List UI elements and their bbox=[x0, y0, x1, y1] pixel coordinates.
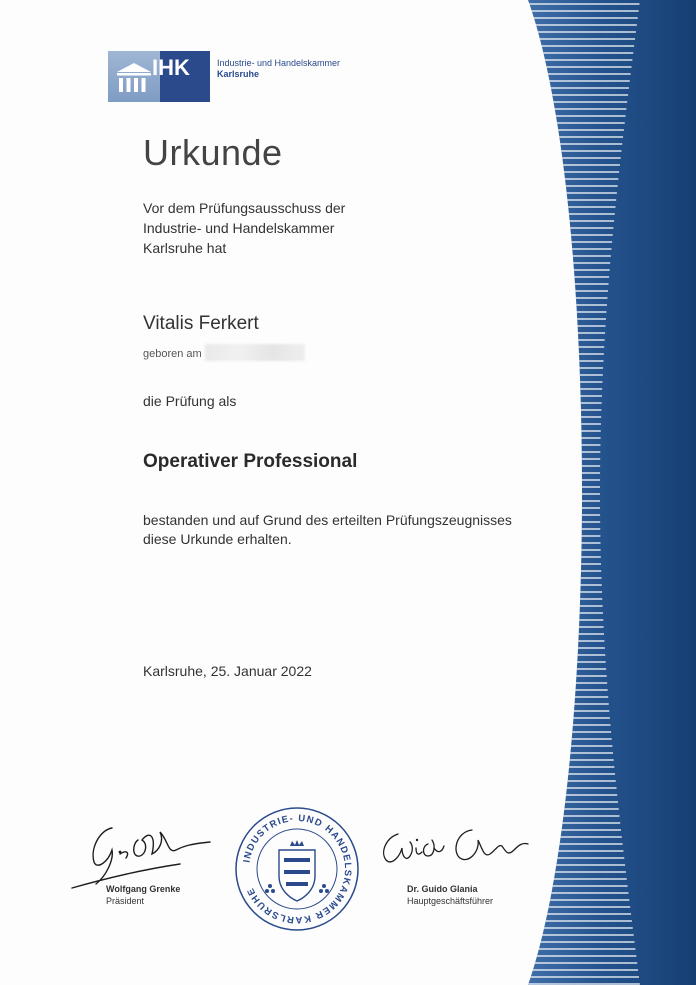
intro-line-3: Karlsruhe hat bbox=[143, 240, 227, 256]
logo-line-1: Industrie- und Handelskammer bbox=[217, 58, 341, 68]
intro-line-2: Industrie- und Handelskammer bbox=[143, 220, 335, 236]
passed-text bbox=[143, 511, 512, 549]
intro-text bbox=[143, 198, 345, 258]
logo-abbr: IHK bbox=[152, 55, 190, 80]
birth-date-label: geboren am bbox=[143, 348, 202, 360]
managing-director-signature bbox=[372, 818, 542, 878]
qualification-title: Operativer Professional bbox=[143, 451, 358, 472]
redacted-birth-date bbox=[205, 344, 305, 361]
logo-line-2: Karlsruhe bbox=[217, 69, 260, 79]
ihk-seal bbox=[234, 806, 360, 932]
passed-line-2: diese Urkunde erhalten. bbox=[143, 531, 292, 547]
certificate-title: Urkunde bbox=[143, 132, 283, 173]
recipient-name: Vitalis Ferkert bbox=[143, 313, 259, 334]
passed-line-1: bestanden und auf Grund des erteilten Prüfungszeugnisses bbox=[143, 512, 512, 528]
coat-of-arms-icon bbox=[265, 840, 329, 901]
exam-as-text: die Prüfung als bbox=[143, 393, 237, 409]
managing-director-block bbox=[407, 883, 493, 907]
president-block bbox=[106, 883, 180, 907]
place-and-date: Karlsruhe, 25. Januar 2022 bbox=[143, 663, 312, 679]
logo-text bbox=[217, 58, 340, 80]
president-role: Präsident bbox=[106, 896, 145, 906]
president-signature bbox=[60, 810, 230, 890]
intro-line-1: Vor dem Prüfungsausschuss der bbox=[143, 200, 346, 216]
managing-director-name: Dr. Guido Glania bbox=[407, 884, 478, 894]
managing-director-role: Hauptgeschäftsführer bbox=[407, 896, 494, 906]
seal-text: INDUSTRIE- UND HANDELSKAMMER KARLSRUHE bbox=[241, 812, 354, 926]
president-name: Wolfgang Grenke bbox=[106, 884, 181, 894]
